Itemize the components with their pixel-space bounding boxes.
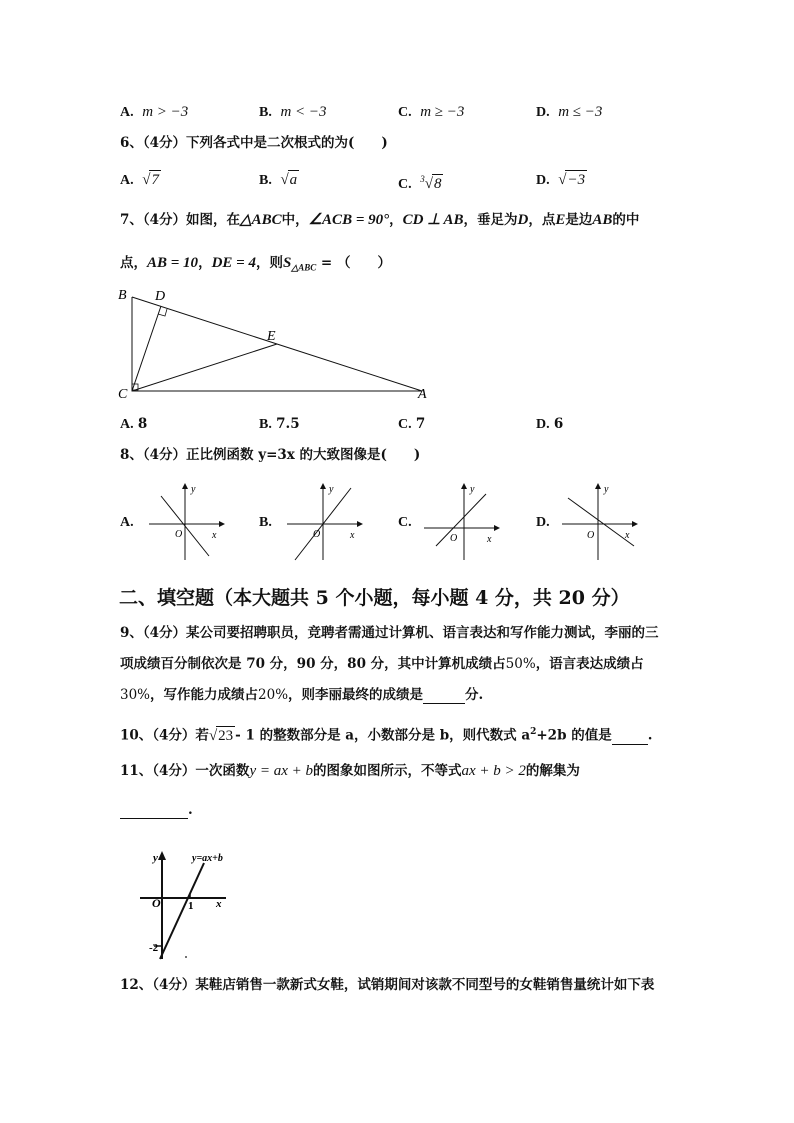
svg-text:x: x (625, 530, 630, 541)
q7-stem-line1: 7、（4分）如图，在△ABC中，∠ACB = 90°，CD ⊥ AB，垂足为D，点E是边AB的中 (120, 212, 640, 228)
q11-stem: 11、（4分）一次函数y = ax + b的图象如图所示，不等式ax + b > 2的解集为 (120, 763, 580, 779)
svg-text:x: x (350, 530, 355, 541)
answer-blank[interactable] (423, 689, 465, 704)
label-b: B (118, 288, 127, 303)
svg-text:y=ax+b: y=ax+b (192, 853, 223, 864)
altitude-cd (132, 306, 161, 391)
q9-line3: 30%，写作能力成绩占20%，则李丽最终的成绩是 分. (120, 687, 484, 703)
svg-text:x: x (216, 898, 222, 910)
svg-text:y: y (191, 484, 196, 495)
q7-option-a[interactable]: A. 8 (120, 416, 148, 432)
answer-blank[interactable] (120, 804, 188, 819)
svg-text:y: y (329, 484, 334, 495)
q8-stem: 8、（4分）正比例函数 y=3x 的大致图像是( ) (120, 447, 421, 463)
q8-option-a-graph[interactable] (145, 480, 230, 565)
svg-text:O: O (313, 529, 321, 540)
q7-option-d[interactable]: D. 6 (536, 416, 564, 432)
svg-text:y: y (153, 852, 158, 864)
function-line (436, 494, 486, 546)
q8-option-b-graph[interactable] (283, 480, 368, 565)
q8-option-c-graph[interactable] (420, 480, 505, 565)
q7-option-b[interactable]: B. 7.5 (259, 416, 300, 432)
q8-option-b-label[interactable]: B. (259, 515, 272, 530)
q5-option-c[interactable]: C. m ≥ −3 (398, 104, 465, 120)
q8-option-c-label[interactable]: C. (398, 515, 412, 530)
svg-text:x: x (487, 534, 492, 545)
svg-text:y: y (604, 484, 609, 495)
svg-text:O: O (450, 533, 458, 544)
q7-triangle-figure (112, 285, 442, 405)
q7-stem-line2: 点，AB = 10，DE = 4，则$S_{\triangle ABC}$ = （ ） (120, 255, 391, 273)
q6-option-a[interactable]: A. √7 (120, 172, 159, 188)
q6-option-b[interactable]: B. √a (259, 172, 298, 188)
q5-option-d[interactable]: D. m ≤ −3 (536, 104, 603, 120)
q8-option-d-label[interactable]: D. (536, 515, 550, 530)
function-line (160, 863, 204, 959)
svg-text:O: O (175, 529, 183, 540)
q8-option-a-label[interactable]: A. (120, 515, 134, 530)
q6-option-d[interactable]: D. √−3 (536, 172, 586, 188)
svg-text:1: 1 (188, 900, 194, 912)
svg-text:O: O (587, 530, 595, 541)
q10-stem: 10、（4分）若√23 - 1 的整数部分是 a，小数部分是 b，则代数式 $a^2+2b$ 的值是 . (120, 727, 653, 744)
answer-blank[interactable] (612, 730, 648, 745)
svg-text:x: x (212, 530, 217, 541)
label-e: E (267, 329, 276, 344)
q5-option-a[interactable]: A. m > −3 (120, 104, 189, 120)
radicand: 7 (151, 172, 159, 188)
label-d: D (155, 289, 166, 304)
q11-answer-line: . (120, 801, 193, 819)
q7-option-c[interactable]: C. 7 (398, 416, 426, 432)
radicand: −3 (567, 172, 586, 188)
median-ce (132, 344, 277, 391)
q9-line2: 项成绩百分制依次是 70 分，90 分，80 分，其中计算机成绩占50%，语言表达成绩占 (120, 656, 644, 672)
svg-text:-2: -2 (149, 942, 159, 954)
root-index: 3 (420, 174, 425, 184)
q11-function-graph (140, 845, 250, 965)
q5-option-b[interactable]: B. m < −3 (259, 104, 327, 120)
q12-stem: 12、（4分）某鞋店销售一款新式女鞋，试销期间对该款不同型号的女鞋销售量统计如下表 (120, 977, 655, 993)
radicand: 8 (433, 176, 442, 192)
radicand: a (289, 172, 298, 188)
q8-option-d-graph[interactable] (558, 480, 643, 565)
q6-option-c[interactable]: C. $^3$√8 (398, 174, 442, 192)
svg-text:y: y (470, 484, 475, 495)
label-c: C (118, 387, 128, 402)
q6-stem: 6、（4分）下列各式中是二次根式的为( ) (120, 135, 388, 151)
q9-line1: 9、（4分）某公司要招聘职员，竞聘者需通过计算机、语言表达和写作能力测试，李丽的三 (120, 625, 659, 641)
label-a: A (418, 387, 427, 402)
svg-text:O: O (152, 896, 161, 910)
section-title-fill-in: 二、填空题（本大题共 5 个小题，每小题 4 分，共 20 分） (119, 587, 630, 609)
